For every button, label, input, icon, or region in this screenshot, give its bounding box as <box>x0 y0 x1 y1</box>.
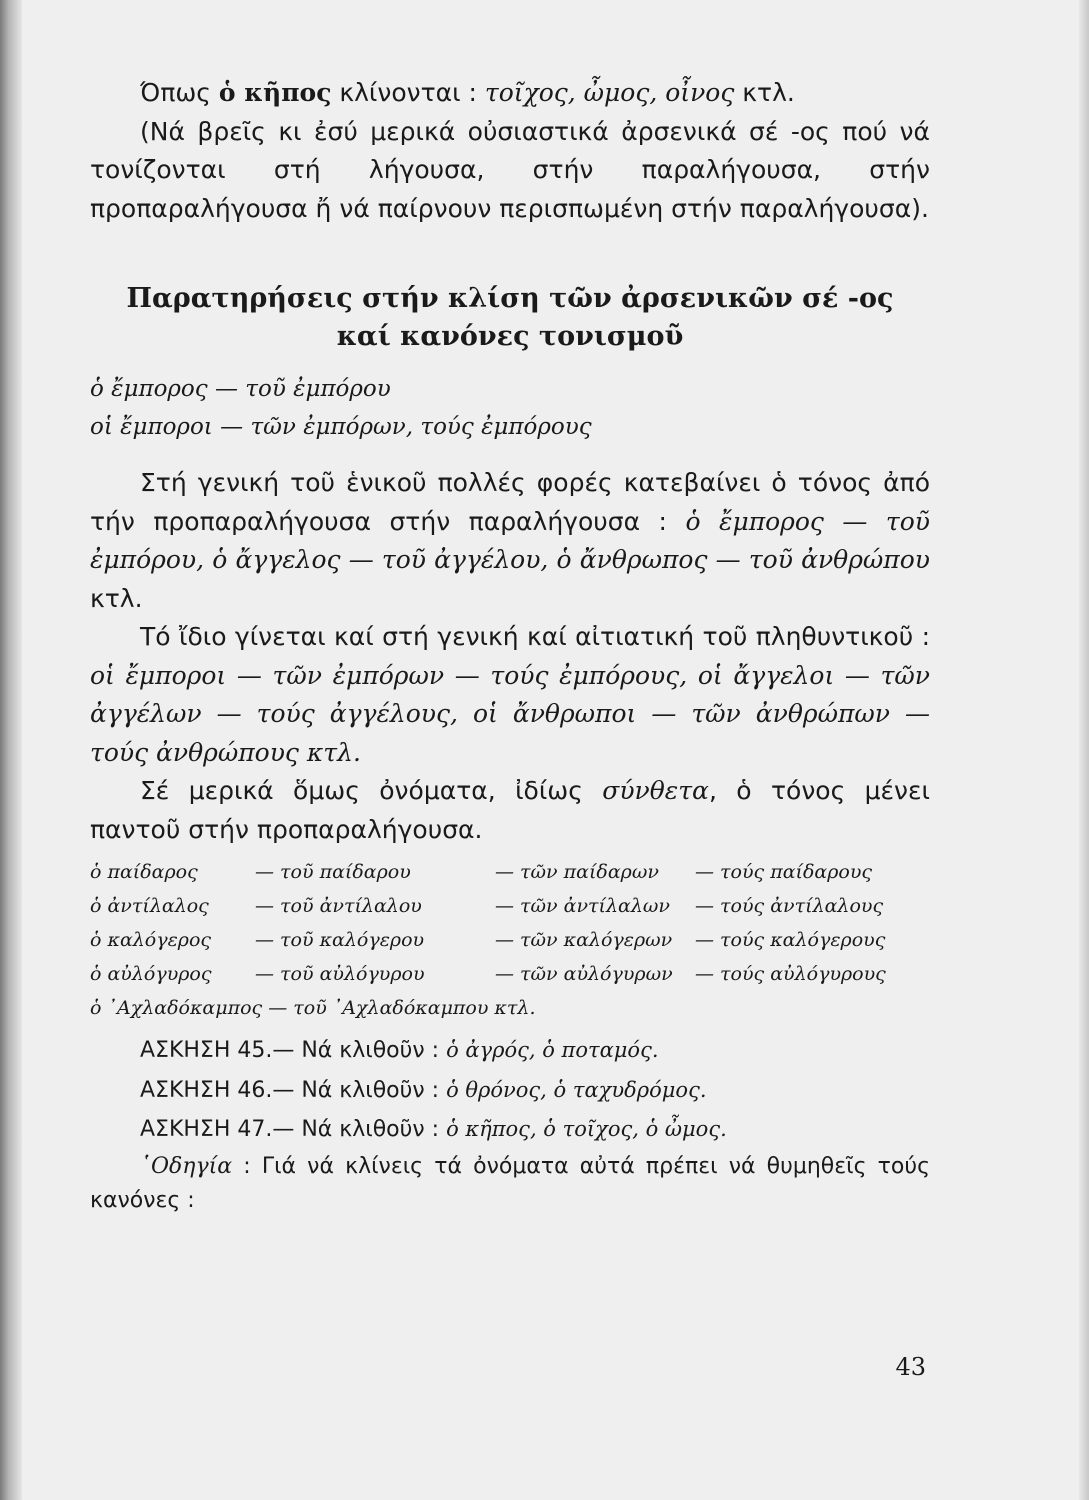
table-cell: ὁ καλόγερος <box>90 929 212 951</box>
table-cell: — τούς καλόγερους <box>695 929 886 951</box>
exercise-45 <box>140 1031 930 1071</box>
table-cell: — τούς παίδαρους <box>695 861 873 883</box>
instruction-label: ῾Οδηγία <box>140 1153 233 1179</box>
table-cell: — τοῦ ἀντίλαλου <box>255 895 422 917</box>
table-cell-last: ὁ ᾿Αχλαδόκαμπος — τοῦ ᾿Αχλαδόκαμπου κτλ. <box>90 997 536 1019</box>
intro-italic-words: τοῖχος, ὦμος, οἶνος <box>484 78 735 107</box>
exercise-46 <box>140 1071 930 1111</box>
book-page <box>90 74 930 1218</box>
para3-text: Σέ μερικά ὅμως ὀνόματα, ἰδίως <box>140 776 603 805</box>
para3-end: , ὁ τόνος μένει παντοῦ στήν προπαραλήγουσα. <box>90 776 930 844</box>
intro-bold-word: ὁ κῆπος <box>218 78 332 107</box>
intro-suffix: κτλ. <box>734 78 795 107</box>
table-cell: — τῶν ἀντίλαλων <box>495 895 670 917</box>
page-binding-shadow <box>0 0 22 1500</box>
table-row <box>90 889 930 923</box>
instruction-text: : Γιά νά κλίνεις τά ὀνόματα αὐτά πρέπει νά θυμηθεῖς τούς κανόνες : <box>90 1153 930 1213</box>
exercise-label: ΑΣΚΗΣΗ 46.— Νά κλιθοῦν : <box>140 1077 447 1103</box>
paragraph-genitive-singular <box>90 464 930 618</box>
para2-examples: οἱ ἔμποροι — τῶν ἐμπόρων — τούς ἐμπόρους, οἱ ἄγγελοι — τῶν ἀγγέλων — τούς ἀγγέλους, οἱ ἄνθρωποι — τῶν ἀνθρώπων — τούς ἀνθρώπους κτλ. <box>90 660 930 767</box>
exercise-label: ΑΣΚΗΣΗ 45.— Νά κλιθοῦν : <box>140 1038 447 1063</box>
table-cell: — τοῦ καλόγερου <box>255 929 425 951</box>
exercise-label: ΑΣΚΗΣΗ 47.— Νά κλιθοῦν : <box>140 1117 447 1142</box>
intro-paragraph: (Νά βρεῖς κι ἐσύ μερικά οὐσιαστικά ἀρσενικά σέ -ος πού νά τονίζονται στή λήγουσα, στήν παραλήγουσα, στήν προπαραλήγουσα ἤ νά παίρνουν περισπωμένη στήν παραλήγουσα). <box>90 116 930 223</box>
table-cell: — τοῦ παίδαρου <box>255 861 411 883</box>
table-row <box>90 923 930 957</box>
table-cell: ὁ αὐλόγυρος <box>90 963 212 985</box>
instruction-note <box>90 1150 930 1218</box>
table-row <box>90 855 930 889</box>
exercise-words: ὁ κῆπος, ὁ τοῖχος, ὁ ὦμος. <box>446 1117 727 1141</box>
example-plural: οἱ ἔμποροι — τῶν ἐμπόρων, τούς ἐμπόρους <box>90 414 592 440</box>
intro-line <box>90 74 930 113</box>
paragraph-genitive-plural <box>90 618 930 772</box>
examples <box>90 370 930 446</box>
para1-end: κτλ. <box>90 583 143 613</box>
table-cell: — τοῦ αὐλόγυρου <box>255 963 425 985</box>
exercise-words: ὁ θρόνος, ὁ ταχυδρόμος. <box>446 1077 707 1102</box>
table-cell: — τῶν παίδαρων <box>495 861 659 883</box>
table-row <box>90 991 930 1025</box>
intro-mid: κλίνονται : <box>331 78 485 107</box>
table-row <box>90 957 930 991</box>
table-cell: ὁ παίδαρος <box>90 861 198 883</box>
table-cell: — τῶν καλόγερων <box>495 929 673 951</box>
table-cell: — τούς ἀντίλαλους <box>695 895 884 917</box>
para3-italic: σύνθετα <box>602 776 709 805</box>
page-number: 43 <box>895 1353 926 1381</box>
para1-examples: ὁ ἔμπορος — τοῦ ἐμπόρου, ὁ ἄγγελος — τοῦ ἀγγέλου, ὁ ἄνθρωπος — τοῦ ἀνθρώπου <box>90 506 930 574</box>
example-singular: ὁ ἔμπορος — τοῦ ἐμπόρου <box>90 376 391 402</box>
declension-table <box>90 855 930 1025</box>
para1-text: Στή γενική τοῦ ἑνικοῦ πολλές φορές κατεβαίνει ὁ τόνος ἀπό τήν προπαραλήγουσα στήν παραλήγουσα : <box>90 468 930 536</box>
table-cell: — τούς αὐλόγυρους <box>695 963 886 985</box>
table-cell: ὁ ἀντίλαλος <box>90 895 209 917</box>
heading-line-1: Παρατηρήσεις στήν κλίση τῶν ἀρσενικῶν σέ -ος <box>126 283 894 314</box>
page-right-edge <box>1079 0 1089 1500</box>
section-heading <box>90 280 930 356</box>
paragraph-exceptions <box>90 772 930 849</box>
intro-prefix: Όπως <box>140 78 219 107</box>
table-cell: — τῶν αὐλόγυρων <box>495 963 673 985</box>
para2-text: Τό ἴδιο γίνεται καί στή γενική καί αἰτιατική τοῦ πληθυντικοῦ : <box>140 622 930 651</box>
exercise-47 <box>140 1110 930 1150</box>
heading-line-2: καί κανόνες τονισμοῦ <box>336 321 684 352</box>
exercise-words: ὁ ἀγρός, ὁ ποταμός. <box>446 1038 659 1062</box>
